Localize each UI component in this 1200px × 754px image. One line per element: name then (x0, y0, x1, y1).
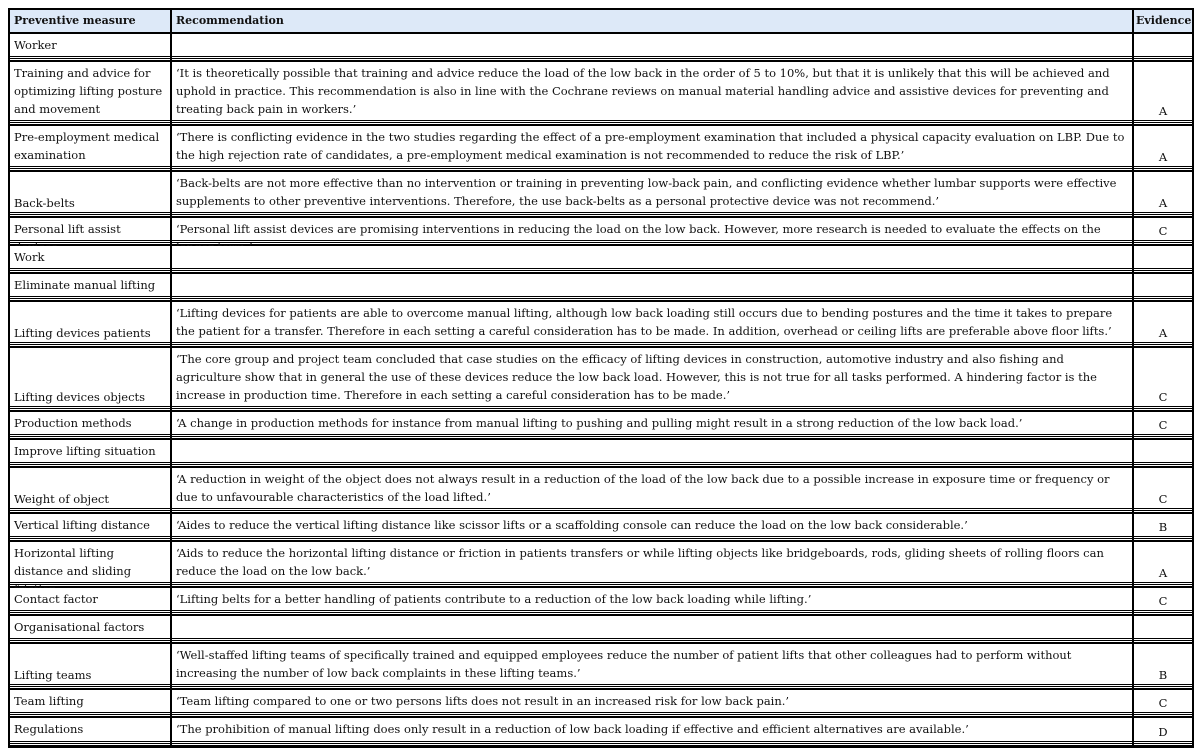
evidence-cell (1134, 588, 1192, 614)
measure-cell (10, 274, 170, 300)
recommendation-cell-text: ‘Lifting belts for a better handling of patients contribute to a reduction of the low back loading while lifting.’ (176, 592, 812, 606)
recommendation-cell (172, 514, 1132, 540)
recommendation-cell (172, 542, 1132, 586)
table-row (10, 34, 1192, 60)
table-row (10, 218, 1192, 244)
evidence-cell-text: C (1158, 594, 1168, 608)
measure-cell-text: Improve lifting situation (14, 444, 156, 458)
measure-cell (10, 302, 170, 346)
recommendation-cell (172, 588, 1132, 614)
table-row (10, 514, 1192, 540)
table-row (10, 644, 1192, 688)
recommendation-cell (172, 274, 1132, 300)
measure-cell (10, 542, 170, 586)
table-row (10, 62, 1192, 124)
evidence-cell (1134, 246, 1192, 272)
recommendation-cell (172, 644, 1132, 688)
recommendation-cell-text: ‘Aides to reduce the vertical lifting distance like scissor lifts or a scaffolding console can reduce the load on the low back considerable.’ (176, 518, 968, 532)
recommendation-cell-text: ‘It is theoretically possible that training and advice reduce the load of the low back in the order of 5 to 10%, but that it is unlikely that this will be achieved and uphold in practice. This recommendation is also in line with the Cochrane reviews on manual material handling advice and assistive devices for preventing and treating back pain in workers.’ (176, 66, 1110, 116)
measure-cell-text: Lifting devices objects (14, 390, 146, 404)
measure-cell-text: Weight of object (14, 492, 109, 506)
evidence-cell (1134, 62, 1192, 124)
recommendation-cell (172, 302, 1132, 346)
measure-cell-text: Production methods (14, 416, 132, 430)
evidence-cell (1134, 644, 1192, 688)
recommendation-cell-text: ‘A change in production methods for instance from manual lifting to pushing and pulling might result in a strong reduction of the low back load.’ (176, 416, 1023, 430)
table-row (10, 246, 1192, 272)
measure-cell (10, 514, 170, 540)
header-measure: Preventive measure (10, 10, 170, 32)
evidence-cell (1134, 302, 1192, 346)
measure-cell-text: Work (14, 250, 45, 264)
measure-cell (10, 246, 170, 272)
recommendation-cell-text: ‘Well-staffed lifting teams of specifically trained and equipped employees reduce the number of patient lifts that other colleagues had to perform without increasing the number of low back complaints in these lifting teams.’ (176, 648, 1072, 680)
table-row (10, 542, 1192, 586)
evidence-cell (1134, 348, 1192, 410)
evidence-cell-text: C (1158, 696, 1168, 710)
recommendation-cell-text: ‘There is conflicting evidence in the two studies regarding the effect of a pre-employment examination that included a physical capacity evaluation on LBP. Due to the high rejection rate of candidates, a pre-employment medical examination is not recommended to reduce the risk of LBP.’ (176, 130, 1125, 162)
table-row (10, 440, 1192, 466)
evidence-cell-text: A (1158, 196, 1168, 210)
recommendation-cell (172, 718, 1132, 745)
measure-cell-text: Lifting devices patients (14, 326, 151, 340)
measure-cell-text: Horizontal lifting distance and sliding (14, 546, 132, 578)
recommendation-cell (172, 348, 1132, 410)
recommendation-cell (172, 62, 1132, 124)
measure-cell (10, 440, 170, 466)
evidence-cell (1134, 718, 1192, 745)
measure-cell (10, 412, 170, 438)
recommendation-cell (172, 412, 1132, 438)
recommendation-cell-text: ‘The prohibition of manual lifting does only result in a reduction of low back loading if effective and efficient alternatives are available.’ (176, 722, 969, 736)
measure-cell-text: Regulations (14, 722, 84, 736)
evidence-cell (1134, 616, 1192, 642)
measure-cell-text: Lifting teams (14, 668, 92, 682)
evidence-cell-text: B (1158, 668, 1168, 682)
measure-cell-text: Organisational factors (14, 620, 145, 634)
table-row (10, 690, 1192, 716)
evidence-cell-text: C (1158, 224, 1168, 238)
recommendation-cell (172, 616, 1132, 642)
table-header (10, 10, 1192, 32)
measure-cell-text: Back-belts (14, 196, 75, 210)
recommendation-cell (172, 172, 1132, 216)
measure-cell (10, 62, 170, 124)
evidence-cell (1134, 690, 1192, 716)
table-row (10, 348, 1192, 410)
measure-cell (10, 218, 170, 244)
recommendation-cell (172, 690, 1132, 716)
table-row (10, 468, 1192, 512)
recommendation-cell-text: ‘Back-belts are not more effective than no intervention or training in preventing low-back pain, and conflicting evidence whether lumbar supports were effective supplements to other preventive interventions. Therefore, the use back-belts as a personal protective device was not recommend.’ (176, 176, 1117, 208)
evidence-cell-text: A (1158, 566, 1168, 580)
recommendation-cell (172, 218, 1132, 244)
recommendation-cell-text: ‘The core group and project team concluded that case studies on the efficacy of lifting devices in construction, automotive industry and also fishing and agriculture show that in general the use of these devices reduce the low back load. However, this is not true for all tasks performed. A hindering factor is the increase in production time. Therefore in each setting a careful consideration has to be made.’ (176, 352, 1097, 402)
evidence-cell (1134, 412, 1192, 438)
measure-cell (10, 690, 170, 716)
measure-cell (10, 588, 170, 614)
recommendation-cell-text: ‘Lifting devices for patients are able to overcome manual lifting, although low back loading still occurs due to bending postures and the time it takes to prepare the patient for a transfer. Therefore in each setting a careful consideration has to be made. In addition, overhead or ceiling lifts are preferable above floor lifts.’ (176, 306, 1113, 338)
recommendation-cell-text: ‘A reduction in weight of the object does not always result in a reduction of the load of the low back due to a possible increase in exposure time or frequency or due to unfavourable characteristics of the load lifted.’ (176, 472, 1110, 504)
measure-cell (10, 468, 170, 512)
header-recommendation: Recommendation (172, 10, 1132, 32)
recommendation-cell (172, 468, 1132, 512)
evidence-cell-text: C (1158, 492, 1168, 506)
evidence-cell (1134, 218, 1192, 244)
recommendation-cell (172, 34, 1132, 60)
table-row (10, 616, 1192, 642)
evidence-cell (1134, 34, 1192, 60)
recommendation-cell-text: ‘Aids to reduce the horizontal lifting distance or friction in patients transfers or while lifting objects like bridgeboards, rods, gliding sheets of rolling floors can reduce the load on the low back.’ (176, 546, 1104, 578)
measure-cell (10, 644, 170, 688)
measure-cell-text: Training and advice for optimizing lifting posture and movement (14, 66, 163, 116)
header-evidence: Evidence (1134, 10, 1192, 32)
measure-cell-text: Personal lift assist (14, 222, 121, 236)
evidence-cell (1134, 440, 1192, 466)
table-row (10, 274, 1192, 300)
measure-cell (10, 348, 170, 410)
measure-cell-text: Pre-employment medical examination (14, 130, 160, 162)
evidence-cell-text: B (1158, 520, 1168, 534)
measure-cell-text: Contact factor (14, 592, 98, 606)
measure-cell-text: Vertical lifting distance (14, 518, 150, 532)
table-row (10, 588, 1192, 614)
measure-cell (10, 718, 170, 745)
measure-cell-text: Eliminate manual lifting (14, 278, 156, 292)
table-row (10, 302, 1192, 346)
evidence-cell (1134, 274, 1192, 300)
table-row (10, 126, 1192, 170)
measure-cell (10, 172, 170, 216)
evidence-cell (1134, 172, 1192, 216)
recommendation-cell (172, 126, 1132, 170)
evidence-cell-text: A (1158, 326, 1168, 340)
evidence-cell-text: C (1158, 390, 1168, 404)
evidence-cell (1134, 126, 1192, 170)
measure-cell (10, 34, 170, 60)
measure-cell (10, 616, 170, 642)
measure-cell-text: Worker (14, 38, 57, 52)
evidence-cell (1134, 514, 1192, 540)
table-row (10, 718, 1192, 745)
recommendation-cell-text: ‘Personal lift assist devices are promising interventions in reducing the load on the low back. However, more research is needed to evaluate the effects on the (176, 222, 1101, 236)
evidence-cell-text: D (1158, 725, 1168, 739)
recommendation-cell (172, 440, 1132, 466)
evidence-cell-text: A (1158, 104, 1168, 118)
evidence-cell-text: A (1158, 150, 1168, 164)
table-row (10, 412, 1192, 438)
recommendations-table (8, 8, 1194, 748)
measure-cell-text: Team lifting (14, 694, 84, 708)
recommendation-cell-text: ‘Team lifting compared to one or two persons lifts does not result in an increased risk for low back pain.’ (176, 694, 790, 708)
measure-cell (10, 126, 170, 170)
recommendation-cell (172, 246, 1132, 272)
evidence-cell (1134, 542, 1192, 586)
evidence-cell-text: C (1158, 418, 1168, 432)
table-row (10, 172, 1192, 216)
evidence-cell (1134, 468, 1192, 512)
